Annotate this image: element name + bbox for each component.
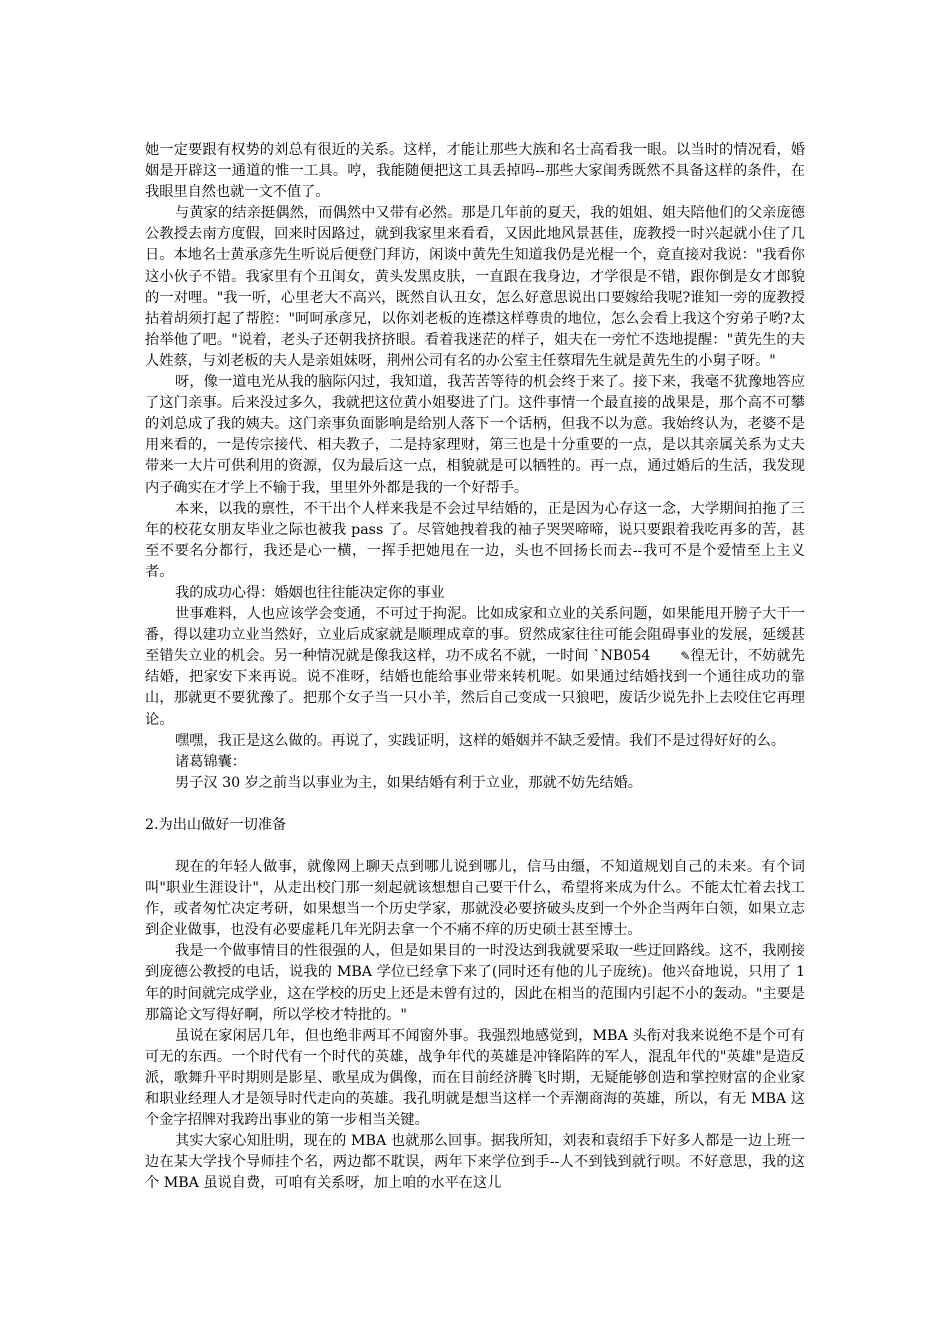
paragraph: 现在的年轻人做事，就像网上聊天点到哪儿说到哪儿，信马由缰，不知道规划自己的未来。有个词叫"职业生涯设计"，从走出校门那一刻起就该想想自己要干什么，希望将来成为什么。不能太忙着去找工作，或者匆忙决定考研，如果想当一个历史学家，那就没必要挤破头皮到一个外企当两年白领，如果立志到企业做事，也没有必要虚耗几年光阴去拿一个不痛不痒的历史硕士甚至博士。 (145, 859, 805, 939)
paragraph: 本来，以我的禀性，不干出个人样来我是不会过早结婚的，正是因为心存这一念，大学期间拍拖了三年的校花女朋友毕业之际也被我 pass 了。尽管她拽着我的袖子哭哭啼啼，说只要跟着我吃再多的苦，甚至不要名分都行，我还是心一横，一挥手把她甩在一边，头也不回扬长而去--我可不是个爱情至上主义者。 (145, 500, 805, 580)
broken-pencil-icon: ✎ (680, 649, 691, 664)
paragraph (145, 604, 805, 731)
document-page (145, 140, 805, 1195)
paragraph: 其实大家心知肚明，现在的 MBA 也就那么回事。据我所知，刘表和袁绍手下好多人都是一边上班一边在某大学找个导师挂个名，两边都不耽误，两年下来学位到手--人不到钱到就行呗。不好意思，我的这个 MBA 虽说自费，可咱有关系呀，加上咱的水平在这儿 (145, 1133, 805, 1192)
tip-text: 男子汉 30 岁之前当以事业为主，如果结婚有利于立业，那就不妨先结婚。 (175, 774, 642, 791)
tip-label: 诸葛锦囊： (175, 753, 246, 770)
garbled-text: `NB054 (593, 648, 651, 665)
paragraph: 虽说在家闲居几年，但也绝非两耳不闻窗外事。我强烈地感觉到，MBA 头衔对我来说绝不是个可有可无的东西。一个时代有一个时代的英雄，战争年代的英雄是冲锋陷阵的军人，混乱年代的"英雄"是造反派，歌舞升平时期则是影星、歌星成为偶像，而在目前经济腾飞时期，无疑能够创造和掌控财富的企业家和职业经理人才是领导时代走向的英雄。我孔明就是想当这样一个弄潮商海的英雄，所以，有无 MBA 这个金字招牌对我跨出事业的第一步相当关键。 (145, 1027, 805, 1129)
paragraph-part-b: 徨无计，不妨就先结婚，把家安下来再说。说不准呀，结婚也能给事业带来转机呢。如果通过结婚找到一个通往成功的靠山，那就更不要犹豫了。把那个女子当一只小羊，然后自己变成一只狼吧，废话少说先扑上去咬住它再理论。 (145, 648, 805, 728)
section-heading: 2.为出山做好一切准备 (145, 816, 287, 833)
paragraph-continuation: 她一定要跟有权势的刘总有很近的关系。这样，才能让那些大族和名士高看我一眼。以当时的情况看，婚姻是开辟这一通道的惟一工具。哼，我能随便把这工具丢掉吗--那些大家闺秀既然不具备这样的条件，在我眼里自然也就一文不值了。 (145, 142, 805, 201)
section-note-heading: 我的成功心得：婚姻也往往能决定你的事业 (175, 584, 445, 601)
paragraph: 嘿嘿，我正是这么做的。再说了，实践证明，这样的婚姻并不缺乏爱情。我们不是过得好好的么。 (175, 732, 786, 749)
paragraph-part-a: 世事难料，人也应该学会变通，不可过于拘泥。比如成家和立业的关系问题，如果能甩开膀子大干一番，得以建功立业当然好，立业后成家就是顺理成章的事。贸然成家往往可能会阻碍事业的发展，延缓甚至错失立业的机会。另一种情况就是像我这样，功不成名不就，一时间 (145, 606, 805, 665)
paragraph: 呀，像一道电光从我的脑际闪过，我知道，我苦苦等待的机会终于来了。接下来，我毫不犹豫地答应了这门亲事。后来没过多久，我就把这位黄小姐娶进了门。这件事情一个最直接的战果是，那个高不可攀的刘总成了我的姨夫。这门亲事负面影响是给别人落下一个话柄，但我不以为意。我始终认为，老婆不是用来看的，一是传宗接代、相夫教子，二是持家理财，第三也是十分重要的一点，是以其亲属关系为丈夫带来一大片可供利用的资源，仅为最后这一点，相貌就是可以牺牲的。再一点，通过婚后的生活，我发现内子确实在才学上不输于我，里里外外都是我的一个好帮手。 (145, 374, 805, 496)
paragraph: 与黄家的结亲挺偶然，而偶然中又带有必然。那是几年前的夏天，我的姐姐、姐夫陪他们的父亲庞德公教授去南方度假，回来时因路过，就到我家里来看看，又因此地风景甚佳，庞教授一时兴起就小住了几日。本地名士黄承彦先生听说后便登门拜访，闲谈中黄先生知道我仍是光棍一个，竟直接对我说："我看你这小伙子不错。我家里有个丑闺女，黄头发黑皮肤，一直跟在我身边，才学很是不错，跟你倒是女才郎貌的一对哩。"我一听，心里老大不高兴，既然自认丑女，怎么好意思说出口要嫁给我呢?谁知一旁的庞教授拈着胡须打起了帮腔："呵呵承彦兄，以你刘老板的连襟这样尊贵的地位，怎么会看上我这个穷弟子哟?太抬举他了吧。"说着，老头子还朝我挤挤眼。看着我迷茫的样子，姐夫在一旁忙不迭地提醒："黄先生的夫人姓蔡，与刘老板的夫人是亲姐妹呀，荆州公司有名的办公室主任蔡瑁先生就是黄先生的小舅子呀。" (145, 205, 805, 369)
paragraph: 我是一个做事情目的性很强的人，但是如果目的一时没达到我就要采取一些迂回路线。这不，我刚接到庞德公教授的电话，说我的 MBA 学位已经拿下来了(同时还有他的儿子庞统)。他兴奋地说，只用了 1 年的时间就完成学业，这在学校的历史上还是未曾有过的，因此在相当的范围内引起不小的轰动。"主要是那篇论文写得好啊，所以学校才特批的。" (145, 943, 805, 1023)
